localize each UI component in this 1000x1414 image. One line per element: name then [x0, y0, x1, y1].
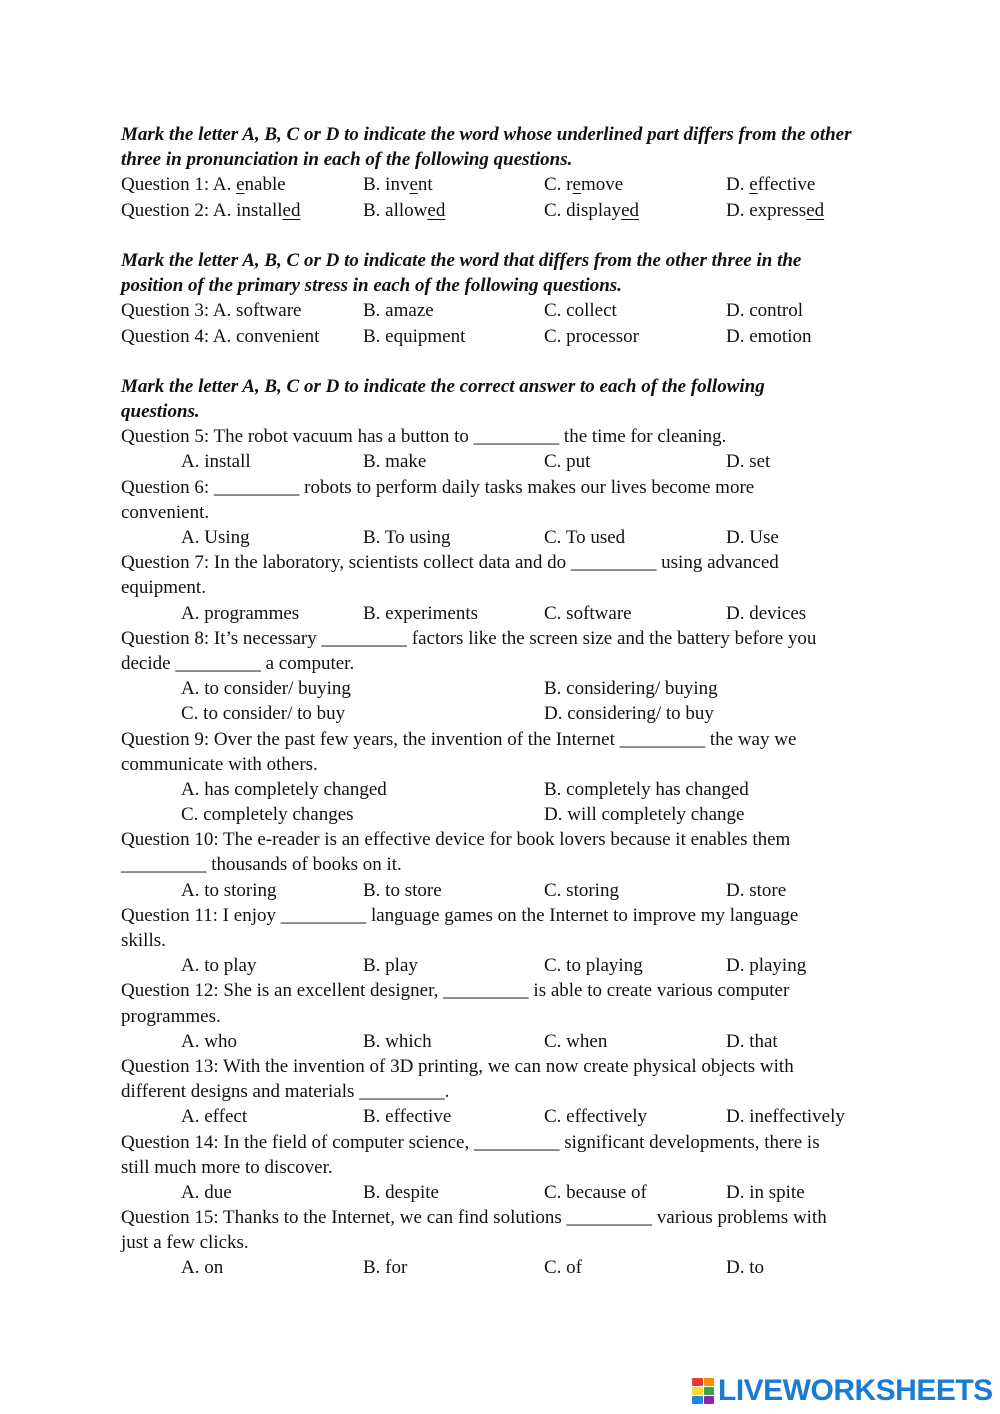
- question-5-options: [121, 449, 911, 474]
- question-9-option-c: C. completely changes: [181, 804, 354, 826]
- question-12-stem-line-1: Question 12: She is an excellent designer, _________ is able to create various computer: [121, 980, 790, 1002]
- question-15-option-c: C. of: [544, 1257, 582, 1279]
- question-15-stem-line-2: just a few clicks.: [121, 1232, 249, 1254]
- question-5-option-a: A. install: [181, 451, 251, 473]
- question-15-options: [121, 1255, 911, 1280]
- question-11-options: [121, 953, 911, 978]
- instruction-stress-line-1: Mark the letter A, B, C or D to indicate the word that differs from the other three in the: [121, 249, 802, 271]
- question-11-option-b: B. play: [363, 955, 418, 977]
- question-10-stem-line-1: Question 10: The e-reader is an effective device for book lovers because it enables them: [121, 829, 791, 851]
- question-14-stem-line-2: still much more to discover.: [121, 1156, 333, 1178]
- question-12-options: [121, 1029, 911, 1054]
- question-9-options-row-1: [121, 777, 911, 802]
- question-13-option-d: D. ineffectively: [726, 1106, 845, 1128]
- question-14-option-c: C. because of: [544, 1181, 647, 1203]
- question-14-option-b: B. despite: [363, 1181, 439, 1203]
- question-3-option-c: C. collect: [544, 300, 617, 322]
- question-7-stem-line-2: equipment.: [121, 577, 206, 599]
- question-1-option-d: D. effective: [726, 174, 816, 196]
- instruction-pronunciation-line-1: Mark the letter A, B, C or D to indicate the word whose underlined part differs from the other: [121, 124, 852, 145]
- question-1-option-b: B. invent: [363, 174, 433, 196]
- question-5-stem: Question 5: The robot vacuum has a button to _________ the time for cleaning.: [121, 426, 727, 448]
- question-8-option-c: C. to consider/ to buy: [181, 703, 346, 725]
- question-15-option-b: B. for: [363, 1257, 408, 1279]
- question-10-option-d: D. store: [726, 879, 787, 901]
- question-5-option-b: B. make: [363, 451, 427, 473]
- question-8-options-row-2: [121, 701, 911, 726]
- question-6-option-d: D. Use: [726, 527, 779, 548]
- question-11-option-c: C. to playing: [544, 955, 643, 977]
- question-9-stem-line-2: communicate with others.: [121, 753, 318, 775]
- question-2-option-c: C. displayed: [544, 199, 639, 221]
- question-7-option-b: B. experiments: [363, 602, 479, 624]
- question-10-stem-line-2: _________ thousands of books on it.: [121, 854, 402, 876]
- question-15-option-d: D. to: [726, 1257, 764, 1279]
- question-8-options-row-1: [121, 676, 911, 701]
- question-6-option-b: B. To using: [363, 527, 451, 548]
- question-11-option-a: A. to play: [181, 955, 257, 977]
- question-9-stem-line-1: Question 9: Over the past few years, the invention of the Internet _________ the way we: [121, 728, 797, 750]
- question-3: [121, 298, 911, 323]
- question-8-stem-line-1: Question 8: It’s necessary _________ factors like the screen size and the battery before you: [121, 627, 817, 649]
- question-1-option-a: Question 1: A. enable: [121, 174, 286, 196]
- question-2: [121, 198, 911, 223]
- question-14-options: [121, 1180, 911, 1205]
- question-6-stem-line-2: convenient.: [121, 501, 210, 523]
- question-3-option-b: B. amaze: [363, 300, 434, 322]
- question-14-stem-line-1: Question 14: In the field of computer science, _________ significant developments, there is: [121, 1131, 820, 1153]
- question-3-option-d: D. control: [726, 300, 804, 322]
- question-9-option-b: B. completely has changed: [544, 778, 749, 800]
- question-12-option-d: D. that: [726, 1030, 778, 1052]
- question-13-stem-line-1: Question 13: With the invention of 3D printing, we can now create physical objects with: [121, 1055, 794, 1077]
- question-2-option-a: Question 2: A. installed: [121, 199, 301, 221]
- question-4: [121, 324, 911, 349]
- question-6-stem-line-1: Question 6: _________ robots to perform daily tasks makes our lives become more: [121, 476, 755, 498]
- question-5-option-d: D. set: [726, 451, 771, 473]
- liveworksheets-logo: [692, 1374, 993, 1408]
- question-4-option-b: B. equipment: [363, 325, 466, 347]
- question-7-option-a: A. programmes: [181, 602, 300, 624]
- question-12-option-b: B. which: [363, 1030, 432, 1052]
- instruction-stress-line-2: position of the primary stress in each of the following questions.: [121, 275, 622, 297]
- question-13-options: [121, 1104, 911, 1129]
- question-13-stem-line-2: different designs and materials _________.: [121, 1081, 450, 1103]
- question-11-stem-line-1: Question 11: I enjoy _________ language games on the Internet to improve my language: [121, 904, 799, 926]
- question-6-option-a: A. Using: [181, 527, 250, 548]
- question-13-option-b: B. effective: [363, 1106, 452, 1128]
- question-5-option-c: C. put: [544, 451, 591, 473]
- liveworksheets-logo-text: LIVEWORKSHEETS: [718, 1374, 993, 1407]
- question-12-option-a: A. who: [181, 1030, 237, 1052]
- question-8-stem-line-2: decide _________ a computer.: [121, 652, 355, 674]
- question-7-options: [121, 601, 911, 626]
- question-10-options: [121, 878, 911, 903]
- question-11-stem-line-2: skills.: [121, 930, 166, 951]
- question-14-option-a: A. due: [181, 1181, 232, 1203]
- question-7-stem-line-1: Question 7: In the laboratory, scientists collect data and do _________ using advanced: [121, 552, 779, 574]
- worksheet-page: [121, 122, 911, 1281]
- question-2-option-d: D. expressed: [726, 199, 825, 221]
- question-2-option-b: B. allowed: [363, 199, 446, 221]
- question-7-option-c: C. software: [544, 602, 632, 624]
- question-6-options: [121, 525, 911, 550]
- liveworksheets-logo-icon: [692, 1378, 714, 1404]
- question-12-option-c: C. when: [544, 1030, 608, 1052]
- question-10-option-a: A. to storing: [181, 879, 277, 901]
- question-13-option-c: C. effectively: [544, 1106, 648, 1128]
- question-10-option-b: B. to store: [363, 879, 442, 901]
- question-8-option-b: B. considering/ buying: [544, 678, 718, 700]
- question-13-option-a: A. effect: [181, 1106, 248, 1128]
- instruction-correct-line-1: Mark the letter A, B, C or D to indicate the correct answer to each of the following: [121, 375, 765, 397]
- question-15-option-a: A. on: [181, 1257, 224, 1279]
- question-4-option-d: D. emotion: [726, 325, 812, 347]
- question-1-option-c: C. remove: [544, 174, 624, 196]
- question-9-option-a: A. has completely changed: [181, 778, 387, 800]
- question-10-option-c: C. storing: [544, 879, 619, 901]
- question-9-options-row-2: [121, 802, 911, 827]
- question-6-option-c: C. To used: [544, 527, 626, 548]
- question-12-stem-line-2: programmes.: [121, 1005, 221, 1027]
- question-8-option-d: D. considering/ to buy: [544, 703, 714, 725]
- question-3-option-a: Question 3: A. software: [121, 300, 302, 322]
- question-1: [121, 172, 911, 197]
- question-4-option-a: Question 4: A. convenient: [121, 325, 320, 347]
- instruction-pronunciation-line-2: three in pronunciation in each of the following questions.: [121, 149, 573, 171]
- question-7-option-d: D. devices: [726, 602, 807, 624]
- question-15-stem-line-1: Question 15: Thanks to the Internet, we can find solutions _________ various problems with: [121, 1207, 827, 1229]
- question-9-option-d: D. will completely change: [544, 804, 745, 826]
- question-11-option-d: D. playing: [726, 955, 807, 977]
- question-8-option-a: A. to consider/ buying: [181, 678, 351, 700]
- question-14-option-d: D. in spite: [726, 1181, 805, 1203]
- question-4-option-c: C. processor: [544, 325, 639, 347]
- instruction-correct-line-2: questions.: [121, 401, 200, 423]
